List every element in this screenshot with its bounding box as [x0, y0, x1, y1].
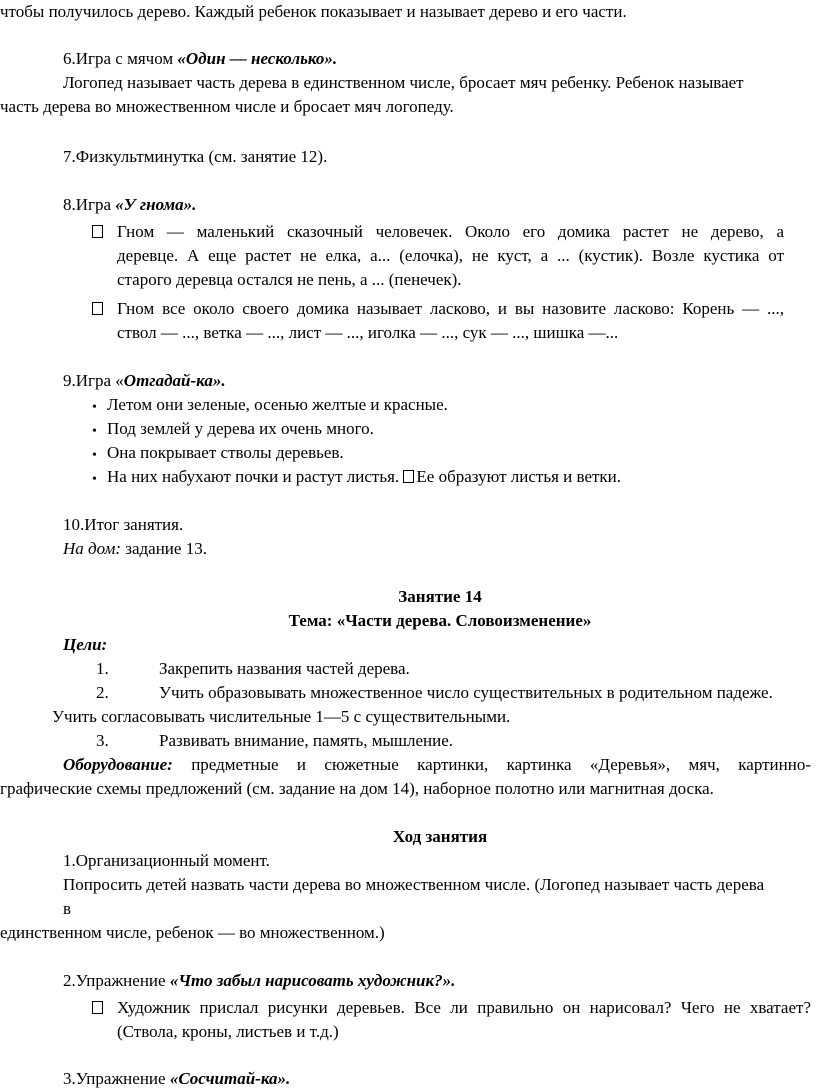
checkbox-icon — [92, 220, 105, 244]
section-9-tail: Ее образуют листья и ветки. — [416, 467, 622, 486]
section-8-item-1-line-1: Гном — маленький сказочный человечек. Около его домика растет не дерево, а — [117, 222, 784, 241]
course-step-1-body-1: Попросить детей назвать части дерева во множественном числе. (Логопед называет часть дерева — [63, 875, 765, 894]
section-8-item-1-line-2: деревце. А еще растет не елка, а... (елочка), не куст, а ... (кустик). Возле кустика от — [117, 246, 784, 265]
goal-1-text: Закрепить названия частей дерева. — [159, 659, 410, 678]
equipment-text-1: предметные и сюжетные картинки, картинка «Деревья», мяч, картинно- — [172, 755, 811, 774]
section-7-heading: 7.Физкультминутка (см. занятие 12). — [63, 147, 328, 166]
section-9-item-1: Летом они зеленые, осенью желтые и красные. — [107, 395, 448, 414]
course-step-1-body-2: в — [63, 899, 72, 918]
checkbox-icon — [403, 470, 414, 483]
section-9-heading — [63, 369, 226, 393]
bullet-icon: • — [92, 448, 97, 463]
goal-2-continuation: Учить согласовывать числительные 1—5 с существительными. — [52, 707, 511, 726]
checkbox-icon — [92, 297, 105, 321]
section-9-lead: 9.Игра « — [63, 371, 124, 390]
lesson-topic: Тема: «Части дерева. Словоизменение» — [288, 611, 592, 630]
checkbox-icon — [92, 996, 105, 1020]
section-8-item-2-line-1: Гном все около своего домика называет ласково, и вы назовите ласково: Корень — ..., — [117, 299, 784, 318]
lesson-heading: Занятие 14 — [398, 587, 482, 606]
section-6-number: 6. — [63, 49, 76, 68]
section-8-item-1-line-3: старого деревца остался не пень, а ... (пенечек). — [117, 270, 462, 289]
section-6-body-line-2: часть дерева во множественном числе и бросает мяч логопеду. — [0, 97, 454, 116]
goal-2-text: Учить образовывать множественное число существительных в родительном падеже. — [159, 683, 773, 702]
equipment-line-1 — [63, 753, 811, 777]
course-step-2-body-1: Художник прислал рисунки деревьев. Все ли правильно он нарисовал? Чего не хватает? — [117, 998, 811, 1017]
section-8-title: «У гнома». — [115, 195, 197, 214]
section-8-lead: 8.Игра — [63, 195, 116, 214]
goal-3-number: 3. — [96, 731, 109, 750]
section-8-heading — [63, 193, 196, 217]
goal-2-number: 2. — [96, 683, 109, 702]
goal-3-text: Развивать внимание, память, мышление. — [159, 731, 454, 750]
section-9-item-3: Она покрывает стволы деревьев. — [107, 443, 344, 462]
course-step-2-body-2: (Ствола, кроны, листьев и т.д.) — [117, 1022, 339, 1041]
section-6-lead: Игра с мячом — [75, 49, 178, 68]
bullet-icon: • — [92, 400, 97, 415]
section-9-item-4 — [107, 465, 621, 489]
course-step-1-body-3: единственном числе, ребенок — во множественном.) — [0, 923, 385, 942]
course-step-3 — [63, 1067, 290, 1091]
section-6-body-line-1: Логопед называет часть дерева в единственном числе, бросает мяч ребенку. Ребенок называет — [63, 73, 744, 92]
course-step-3-lead: 3.Упражнение — [63, 1069, 170, 1088]
course-step-1: 1.Организационный момент. — [63, 851, 270, 870]
section-6-title: «Один — несколько». — [177, 49, 338, 68]
homework-label: На дом: — [63, 539, 121, 558]
course-step-2 — [63, 969, 455, 993]
course-step-3-title: «Сосчитай-ка». — [169, 1069, 291, 1088]
section-9-item-2: Под землей у дерева их очень много. — [107, 419, 374, 438]
bullet-icon: • — [92, 472, 97, 487]
intro-line: чтобы получилось дерево. Каждый ребенок показывает и называет дерево и его части. — [0, 2, 627, 21]
equipment-line-2: графические схемы предложений (см. задание на дом 14), наборное полотно или магнитная доска. — [0, 779, 714, 798]
section-9-item-4-text: На них набухают почки и растут листья. — [107, 467, 400, 486]
goal-1-number: 1. — [96, 659, 109, 678]
homework-line — [63, 537, 207, 561]
section-6-heading — [63, 47, 337, 71]
section-10-heading: 10.Итог занятия. — [63, 515, 184, 534]
course-heading: Ход занятия — [392, 827, 488, 846]
goals-label: Цели: — [63, 635, 108, 654]
course-step-2-lead: 2.Упражнение — [63, 971, 170, 990]
equipment-label: Оборудование: — [63, 755, 173, 774]
section-9-title: Отгадай-ка». — [123, 371, 226, 390]
course-step-2-title: «Что забыл нарисовать художник?». — [169, 971, 456, 990]
homework-text: задание 13. — [121, 539, 207, 558]
bullet-icon: • — [92, 424, 97, 439]
section-8-item-2-line-2: ствол — ..., ветка — ..., лист — ..., иголка — ..., сук — ..., шишка —... — [117, 323, 619, 342]
